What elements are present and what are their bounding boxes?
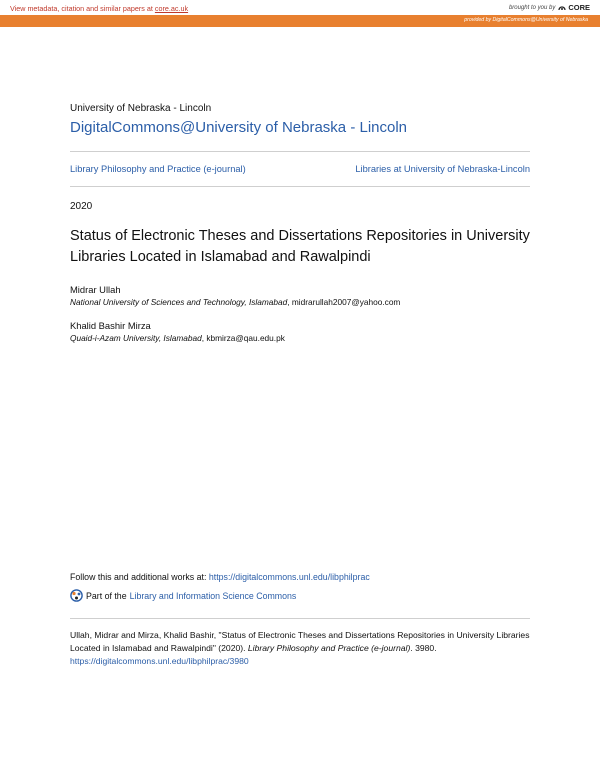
affiliation-institution: National University of Sciences and Technology, Islamabad <box>70 297 288 307</box>
follow-line <box>70 572 370 582</box>
citation-text: Ullah, Midrar and Mirza, Khalid Bashir, "Status of Electronic Theses and Dissertations Repositories in University Libraries Located in Islamabad and Rawalpindi" (2020). <box>70 630 530 654</box>
author-name: Midrar Ullah <box>70 284 121 295</box>
divider <box>70 186 530 187</box>
core-brought-to-you[interactable] <box>509 3 590 12</box>
part-of-text: Part of the <box>86 590 127 601</box>
core-logo <box>558 3 590 12</box>
citation-url-link[interactable]: https://digitalcommons.unl.edu/libphilprac/3980 <box>70 656 249 667</box>
divider <box>70 618 530 619</box>
author-email: , kbmirza@qau.edu.pk <box>201 333 285 343</box>
network-icon <box>70 589 83 602</box>
paper-title: Status of Electronic Theses and Dissertations Repositories in University Libraries Located in Islamabad and Rawalpindi <box>70 228 530 265</box>
collection-link[interactable]: https://digitalcommons.unl.edu/libphilprac <box>208 572 370 582</box>
author-affiliation <box>70 297 400 307</box>
institution-name: University of Nebraska - Lincoln <box>70 103 212 114</box>
journal-link[interactable]: Library Philosophy and Practice (e-journal) <box>70 164 246 174</box>
core-link[interactable]: core.ac.uk <box>154 4 189 13</box>
part-of-line <box>70 589 296 602</box>
recommended-citation <box>70 629 530 669</box>
core-provided-text[interactable]: provided by DigitalCommons@University of Nebraska <box>464 17 588 23</box>
core-metadata-line <box>10 4 188 13</box>
libraries-link[interactable]: Libraries at University of Nebraska-Lincoln <box>355 164 530 174</box>
commons-link[interactable]: Library and Information Science Commons <box>129 590 297 601</box>
core-metadata-text: View metadata, citation and similar papers at <box>10 4 155 13</box>
follow-text: Follow this and additional works at: <box>70 572 209 582</box>
citation-suffix: . 3980. <box>410 643 437 654</box>
affiliation-institution: Quaid-i-Azam University, Islamabad <box>70 333 202 343</box>
core-logo-text: CORE <box>568 3 590 12</box>
publication-year: 2020 <box>70 201 93 212</box>
core-logo-icon <box>558 4 566 12</box>
author-affiliation <box>70 333 285 343</box>
divider <box>70 151 530 152</box>
core-banner <box>0 0 600 15</box>
core-brought-text: brought to you by <box>508 4 556 11</box>
repository-title-link[interactable]: DigitalCommons@University of Nebraska - Lincoln <box>70 119 408 136</box>
author-name: Khalid Bashir Mirza <box>70 320 151 331</box>
citation-journal: Library Philosophy and Practice (e-journal) <box>247 643 411 654</box>
author-email: , midrarullah2007@yahoo.com <box>287 297 401 307</box>
